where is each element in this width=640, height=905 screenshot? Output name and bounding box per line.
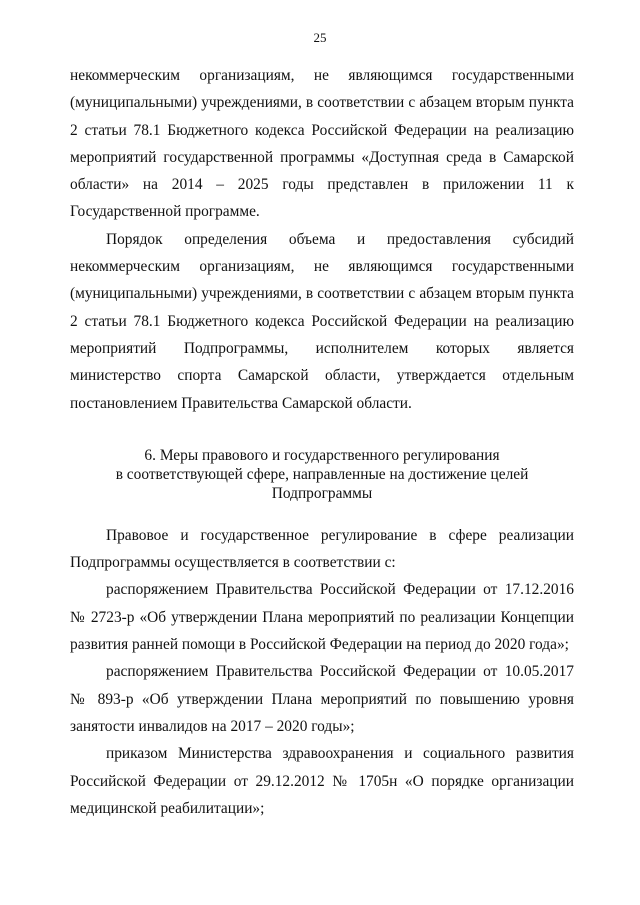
section-heading: [70, 417, 574, 522]
paragraph-order-2723-r: распоряжением Правительства Российской Федерации от 17.12.2016 № 2723-р «Об утверждении Плана мероприятий по реализации Концепции развития ранней помощи в Российской Федерации на период до 2020 года»;: [70, 581, 574, 654]
page-number: 25: [313, 30, 327, 45]
section-heading-line-3: Подпрограммы: [271, 484, 373, 502]
section-heading-line-1: 6. Меры правового и государственного регулирования: [144, 446, 500, 464]
paragraph-order-1705n: приказом Министерства здравоохранения и социального развития Российской Федерации от 29.12.2012 № 1705н «О порядке организации медицинской реабилитации»;: [70, 745, 574, 817]
paragraph-subsidy-procedure-sport: Порядок определения объема и предоставления субсидий некоммерческим организациям, не являющимся государственными (муниципальными) учреждениями, в соответствии с абзацем вторым пункта 2 статьи 78.1 Бюджетного кодекса Российской Федерации на реализацию мероприятий Подпрограммы, исполнителем которых является министерство спорта Самарской области, утверждается отдельным постановлением Правительства Самарской области.: [70, 230, 574, 412]
section-heading-line-2: в соответствующей сфере, направленные на достижение целей: [115, 465, 529, 483]
paragraph-legal-regulation-intro: Правовое и государственное регулирование в сфере реализации Подпрограммы осуществляется в соответствии с:: [70, 526, 574, 572]
document-body: [70, 62, 574, 822]
paragraph-order-893-r: распоряжением Правительства Российской Федерации от 10.05.2017 № 893-р «Об утверждении Плана мероприятий по повышению уровня занятости инвалидов на 2017 – 2020 годы»;: [70, 663, 574, 735]
paragraph-subsidy-procedure-continuation: некоммерческим организациям, не являющимся государственными (муниципальными) учреждениями, в соответствии с абзацем вторым пункта 2 статьи 78.1 Бюджетного кодекса Российской Федерации на реализацию мероприятий государственной программы «Доступная среда в Самарской области» на 2014 – 2025 годы представлен в приложении 11 к Государственной программе.: [70, 67, 574, 221]
